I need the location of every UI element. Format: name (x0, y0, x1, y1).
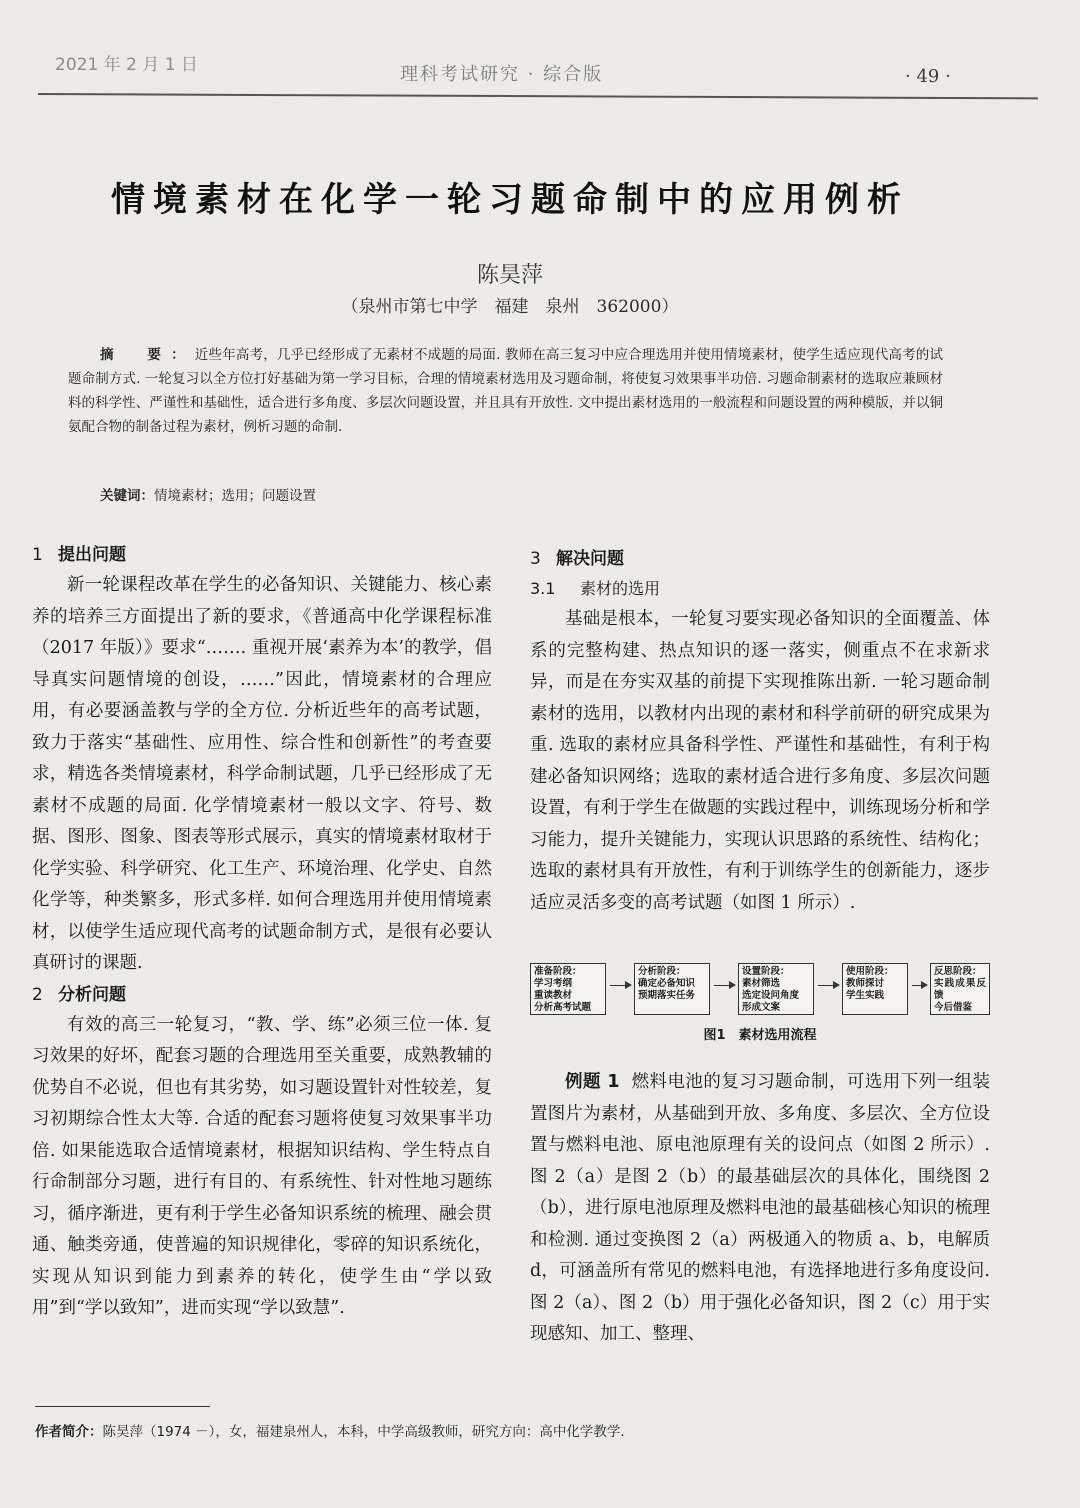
section-1-heading (32, 540, 492, 570)
section-3-1-paragraph: 基础是根本，一轮复习要实现必备知识的全面覆盖、体系的完整构建、热点知识的逐一落实，侧重点不在求新求异，而是在夯实双基的前提下实现推陈出新. 一轮习题命制素材的选用，以教材内出现的素材和科学前研的研究成果为重. 选取的素材应具备科学性、严谨性和基础性，有利于构建必备知识网络；选取的素材适合进行多角度、多层次问题设置，有利于学生在做题的实践过程中，训练现场分析和学习能力，提升关键能力，实现认识思路的系统性、结构化；选取的素材具有开放性，有利于训练学生的创新能力，逐步适应灵活多变的高考试题（如图 1 所示）. (530, 609, 990, 913)
subsection-3-1-number: 3.1 (530, 579, 556, 598)
section-3-title: 解决问题 (556, 549, 624, 569)
header-page-number: · 49 · (905, 66, 951, 87)
article-affiliation: （泉州市第七中学 福建 泉州 362000） (341, 297, 679, 317)
footnote-text: 陈昊萍（1974 －），女，福建泉州人，本科，中学高级教师，研究方向：高中化学教学. (102, 1424, 625, 1440)
flow-box-design-line: 形成文案 (742, 1002, 781, 1013)
flow-box-prepare-line: 分析高考试题 (534, 1002, 592, 1013)
abstract-label: 摘 要： (100, 347, 195, 363)
right-column (530, 544, 990, 1351)
left-column (32, 540, 492, 1325)
section-3-number: 3 (530, 549, 541, 569)
article-author: 陈昊萍 (476, 263, 543, 288)
section-1-title: 提出问题 (58, 545, 126, 565)
example-1-paragraph (530, 1067, 990, 1351)
flow-box-analyze (634, 963, 710, 1015)
figure-1-caption: 图1 素材选用流程 (703, 1028, 817, 1043)
article-title: 情境素材在化学一轮习题命制中的应用例析 (111, 180, 909, 220)
flow-box-use-title: 使用阶段： (846, 966, 894, 977)
flow-box-reflect-title: 反思阶段： (934, 966, 982, 977)
footnote-rule (35, 1406, 210, 1407)
header-journal-name: 理科考试研究 · 综合版 (400, 64, 604, 85)
keywords-text: 情境素材；选用；问题设置 (154, 488, 316, 504)
keywords-label: 关键词： (100, 488, 154, 504)
section-2-heading (32, 980, 492, 1010)
example-1-label: 例题 1 (565, 1072, 620, 1092)
flow-arrow (818, 985, 838, 986)
flow-box-design-title: 设置阶段： (742, 966, 790, 977)
flow-box-design (738, 963, 814, 1015)
section-2-title: 分析问题 (58, 984, 126, 1005)
flow-box-analyze-line: 确定必备知识 (638, 978, 696, 989)
abstract (68, 343, 943, 439)
flow-box-prepare-title: 准备阶段： (534, 966, 582, 977)
header-date: 2021 年 2 月 1 日 (55, 55, 198, 75)
abstract-text: 近些年高考，几乎已经形成了无素材不成题的局面. 教师在高三复习中应合理选用并使用情境素材，使学生适应现代高考的试题命制方式. 一轮复习以全方位打好基础为第一学习目标，合理的情境素材选用及习题命制，将使复习效果事半功倍. 习题命制素材的选取应兼顾材料的科学性、严谨性和基础性，适合进行多角度、多层次问题设置，并且具有开放性. 文中提出素材选用的一般流程和问题设置的两种模版，并以铜氨配合物的制备过程为素材，例析习题的命制. (68, 347, 943, 435)
flow-box-design-line: 选定设问角度 (742, 990, 800, 1001)
section-3-heading (530, 544, 990, 574)
header-rule (38, 93, 1038, 99)
flow-box-prepare (530, 963, 606, 1015)
flow-box-reflect (930, 963, 990, 1015)
flow-box-prepare-line: 学习考纲 (534, 978, 573, 989)
flow-arrow (610, 985, 630, 986)
footnote-label: 作者简介： (35, 1424, 103, 1440)
section-2-paragraph: 有效的高三一轮复习，“教、学、练”必须三位一体. 复习效果的好坏，配套习题的合理选用至关重要，成熟教辅的优势自不必说，但也有其劣势，如习题设置针对性较差，复习初期综合性太大等. 合适的配套习题将使复习效果事半功倍. 如果能选取合适情境素材，根据知识结构、学生特点自行命制部分习题，进行有目的、有系统性、针对性地习题练习，循序渐进，更有利于学生必备知识系统的梳理、融会贯通、触类旁通，使普遍的知识规律化，零碎的知识系统化，实现从知识到能力到素养的转化，使学生由“学以致用”到“学以致知”，进而实现“学以致慧”. (32, 1014, 492, 1318)
flow-box-reflect-line: 实践成果反馈 (934, 978, 986, 1001)
keywords (100, 484, 316, 504)
flow-box-prepare-line: 重读教材 (534, 990, 573, 1001)
flow-box-reflect-line: 今后借鉴 (934, 1002, 973, 1013)
subsection-3-1-heading (530, 574, 990, 604)
section-2-number: 2 (32, 984, 43, 1005)
flow-box-use-line: 学生实践 (846, 990, 885, 1001)
flow-arrow (912, 985, 926, 986)
flow-arrow (714, 985, 734, 986)
flow-box-use-line: 教师探讨 (846, 978, 885, 989)
flow-box-analyze-line: 预期落实任务 (638, 990, 696, 1001)
subsection-3-1-title: 素材的选用 (580, 579, 661, 598)
flow-box-analyze-title: 分析阶段： (638, 966, 686, 977)
section-1-number: 1 (32, 545, 43, 565)
section-1-paragraph: 新一轮课程改革在学生的必备知识、关键能力、核心素养的培养三方面提出了新的要求，《普通高中化学课程标准（2017 年版）》要求“……. 重视开展‘素养为本’的教学，倡导真实问题情境的创设，……”因此，情境素材的合理应用，有必要涵盖教与学的全方位. 分析近些年的高考试题，致力于落实“基础性、应用性、综合性和创新性”的考查要求，精选各类情境素材，科学命制试题，几乎已经形成了无素材不成题的局面. 化学情境素材一般以文字、符号、数据、图形、图象、图表等形式展示，真实的情境素材取材于化学实验、科学研究、化工生产、环境治理、化学史、自然化学等，种类繁多，形式多样. 如何合理选用并使用情境素材，以使学生适应现代高考的试题命制方式，是很有必要认真研讨的课题. (32, 575, 492, 973)
flow-box-use (842, 963, 908, 1015)
flow-box-design-line: 素材筛选 (742, 978, 781, 989)
author-footnote (35, 1420, 625, 1440)
figure-1-flowchart (530, 957, 990, 1019)
example-1-text: 燃料电池的复习习题命制，可选用下列一组装置图片为素材，从基础到开放、多角度、多层次、全方位设置与燃料电池、原电池原理有关的设问点（如图 2 所示）. 图 2（a）是图 2（b）的最基础层次的具体化，围绕图 2（b），进行原电池原理及燃料电池的最基础核心知识的梳理和检测. 通过变换图 2（a）两极通入的物质 a、b，电解质 d，可涵盖所有常见的燃料电池，有选择地进行多角度设问. 图 2（a）、图 2（b）用于强化必备知识，图 2（c）用于实现感知、加工、整理、 (530, 1072, 990, 1344)
